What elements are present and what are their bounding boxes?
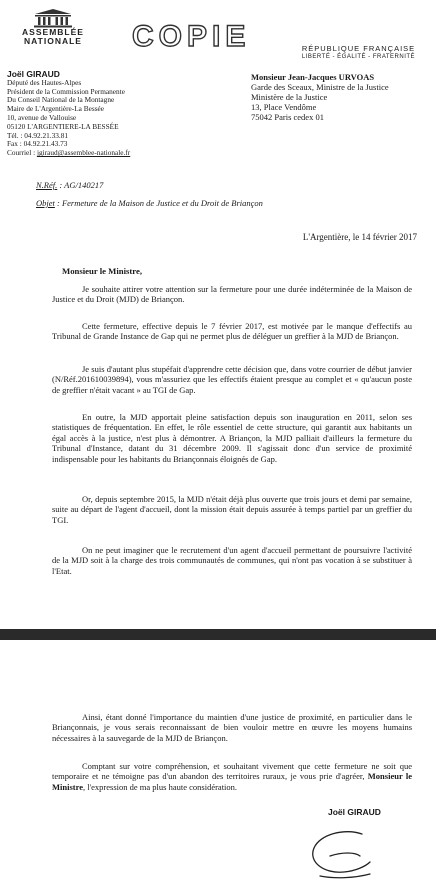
sender-email-line	[7, 149, 130, 158]
body-paragraph: Or, depuis septembre 2015, la MJD n'était déjà plus ouverte que trois jours et demi par semaine, suite au départ de l'agent d'accueil, dont la mission était depuis assurée à temps partiel par un greffier du TGI.	[52, 494, 412, 525]
body-paragraph: Je souhaite attirer votre attention sur la fermeture pour une durée indéterminée de la Maison de Justice et du Droit (MJD) de Briançon.	[52, 284, 412, 305]
email-label: Courriel :	[7, 148, 37, 158]
sender-line: Président de la Commission Permanente	[7, 86, 125, 96]
email-link[interactable]: jgiraud@assemblee-nationale.fr	[37, 148, 131, 158]
letter-date: L'Argentière, le 14 février 2017	[302, 232, 417, 242]
recipient-name: Monsieur Jean-Jacques URVOAS	[251, 72, 375, 82]
closing-bold: Monsieur le Ministre	[52, 771, 412, 792]
republic-header	[296, 44, 421, 60]
reference-line	[36, 180, 103, 190]
closing-text-end: , l'expression de ma plus haute considération.	[83, 781, 238, 792]
closing-text: Comptant sur votre compréhension, et souhaitant vivement que cette fermeture ne soit que temporaire et ne témoigne pas d'un abandon des territoires ruraux, je vous prie d'agréer,	[52, 761, 412, 782]
sender-line: Tél. : 04.92.21.33.81	[7, 130, 69, 140]
body-paragraph: En outre, la MJD apportait pleine satisfaction depuis son inauguration en 2011, selon ses statistiques de fréquentation. En effet, le rôle essentiel de cette structure, qui garantit aux habitants un égal accès à la justice, n'est plus à démontrer. A Briançon, la MJD palliait d'ailleurs la fermeture du Tribunal d'Instance, datant du 31 décembre 2009. Il s'agissait donc d'un service de proximité indispensable pour les habitants du Briançonnais éloignés de Gap.	[52, 412, 412, 464]
republic-motto: LIBERTÉ - ÉGALITÉ - FRATERNITÉ	[301, 54, 416, 60]
body-paragraph: On ne peut imaginer que le recrutement d'un agent d'accueil permettant de poursuivre l'activité de la MJD soit à la charge des trois communautés de communes, qui n'ont pas vocation à se substituer à l'Etat.	[52, 545, 412, 576]
recipient-block	[251, 72, 389, 122]
page-divider	[0, 629, 436, 640]
sender-line: 10, avenue de Vallouise	[7, 112, 77, 122]
sender-line: Du Conseil National de la Montagne	[7, 95, 115, 105]
closing-paragraph	[52, 761, 412, 792]
body-paragraph: Cette fermeture, effective depuis le 7 février 2017, est motivée par le manque d'effectifs au Tribunal de Grande Instance de Gap qui ne permet plus de déléguer un greffier à la MJD de Briançon.	[52, 321, 412, 342]
object-value: : Fermeture de la Maison de Justice et du Droit de Briançon	[54, 198, 263, 208]
recipient-line: Garde des Sceaux, Ministre de la Justice	[251, 82, 389, 92]
body-paragraph: Je suis d'autant plus stupéfait d'apprendre cette décision que, dans votre courrier de début janvier (N/Réf.201610039894), vous m'assuriez que les effectifs étaient presque au complet et « qu'aucun poste de greffier n'était vacant » au TGI de Gap.	[52, 364, 412, 395]
salutation: Monsieur le Ministre,	[62, 266, 143, 276]
recipient-line: Ministère de la Justice	[251, 92, 328, 102]
sender-line: Maire de L'Argentière-La Bessée	[7, 104, 105, 114]
sender-name: Joël GIRAUD	[7, 69, 60, 79]
sender-block	[7, 70, 130, 158]
reference-value: : AG/140217	[57, 180, 104, 190]
recipient-line: 75042 Paris cedex 01	[251, 112, 324, 122]
republic-text: RÉPUBLIQUE FRANÇAISE	[301, 44, 416, 53]
sender-line: Député des Hautes-Alpes	[7, 77, 82, 87]
signature-name: Joël GIRAUD	[328, 807, 381, 817]
object-label: Objet	[36, 198, 55, 208]
sender-line: 05120 L'ARGENTIERE-LA BESSÉE	[7, 121, 119, 131]
institution-line-1: ASSEMBLÉE	[22, 27, 84, 37]
assembly-building-icon	[31, 8, 75, 28]
reference-label: N.Réf.	[36, 180, 58, 190]
object-line	[36, 198, 263, 208]
recipient-line: 13, Place Vendôme	[251, 102, 317, 112]
sender-line: Fax : 04.92.21.43.73	[7, 139, 68, 149]
assemblee-nationale-logo	[20, 8, 86, 46]
copie-stamp: COPIE	[132, 20, 251, 53]
body-paragraph: Ainsi, étant donné l'importance du maintien d'une justice de proximité, en particulier dans le Briançonnais, je vous serais reconnaissant de bien vouloir mettre en œuvre les moyens humains nécessaires à la sauvegarde de la MJD de Briançon.	[52, 712, 412, 743]
institution-line-2: NATIONALE	[24, 36, 82, 46]
handwritten-signature	[300, 826, 380, 886]
